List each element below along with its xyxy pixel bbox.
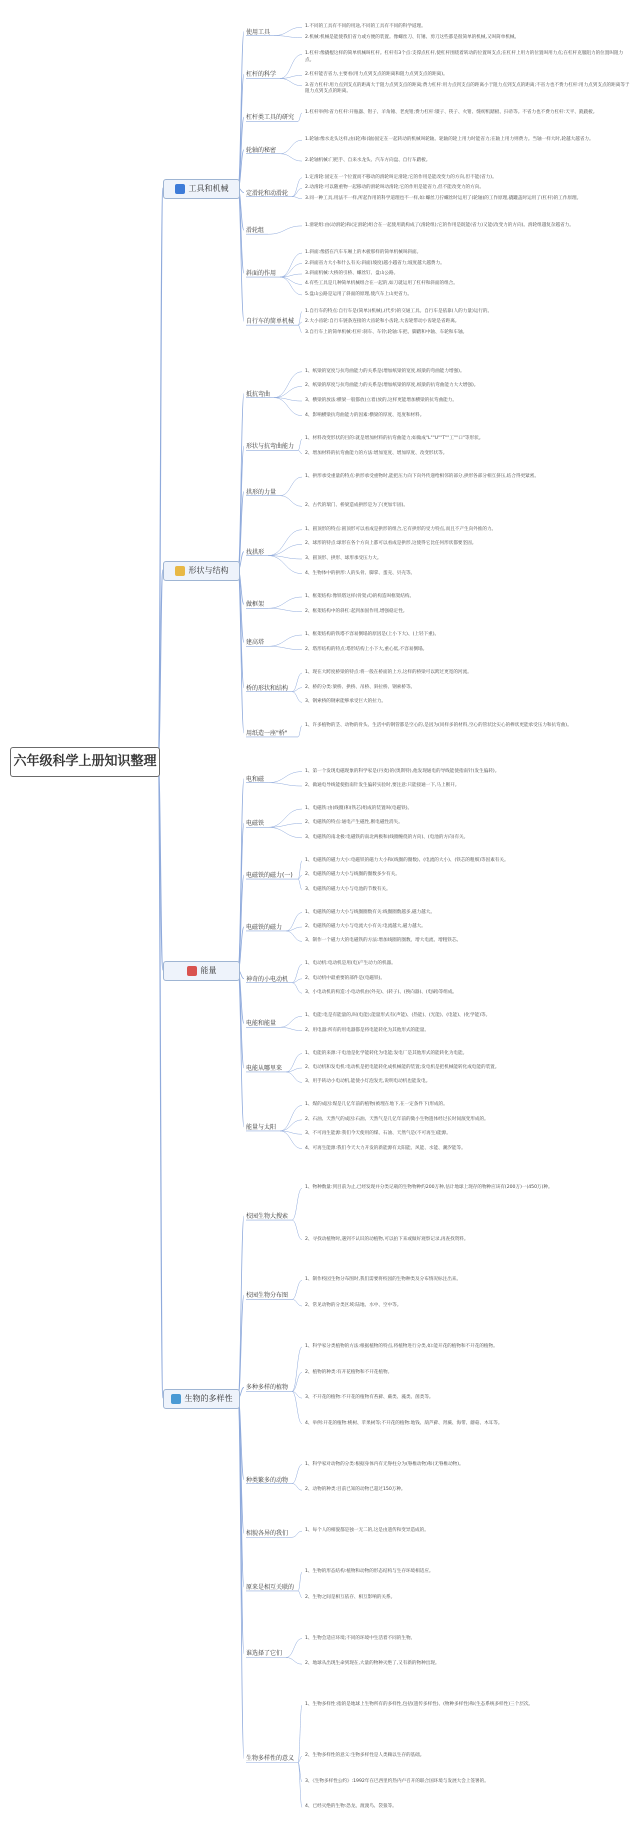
topic-node: 电能从哪里来 [246,1064,283,1072]
leaf-note: 1.自行车的特点:自行车是(简单)(机械),(代步)的交通工具。自行车是依靠(人的力量)运行的。 [305,308,493,314]
leaf-note: 3.同一种工具,用法不一样,所起作用的科学道理也不一样,如:螺丝刀拧螺丝时运用了(轮轴)的工作原理,撬罐盖时运用了(杠杆)的工作原理。 [305,195,582,201]
leaf-note: 1、制作校园生物分布图时,我们需要将校园的生物种类及分布情况标注出来。 [305,1277,461,1283]
leaf-note: 1、煤的成因:煤是几亿年前的植物(被埋在地下,在一定条件下)形成的。 [305,1102,448,1108]
leaf-note: 1.定滑轮:固定在一个位置而不移动的滑轮叫定滑轮;它的作用是能改变力的方向,但不能(省力)。 [305,174,497,180]
connector-line [298,1591,302,1598]
topic-node: 用纸造一座"桥" [246,729,288,737]
connector-line [286,1639,302,1658]
leaf-note: 1、电磁铁的磁力大小:电磁铁的磁力大小和(线圈的圈数)、(电流的大小)、(铁芯的粗细)等因素有关。 [305,857,509,863]
leaf-note: 2、纸梁的厚度与抗弯曲能力的关系是(增加纸梁的厚度,纸梁的抗弯曲能力大大增强)。 [305,383,479,389]
connector-line [298,1705,302,1762]
topic-node: 相貌各异的我们 [246,1530,289,1538]
connector-line [286,1072,302,1083]
connector-line [280,54,302,78]
leaf-note: 1、生物的形态结构:植物和动物的形态结构与生存环境相适应。 [305,1569,434,1575]
branch-label: 工具和机械 [188,184,229,193]
tools-icon [175,184,185,194]
connector-line [292,1391,302,1398]
leaf-note: 2、生物之间是相互依存、相互影响的关系。 [305,1594,396,1600]
connector-line [268,597,302,608]
topic-node: 滑轮组 [246,227,265,235]
leaf-note: 1.斜面:像搭在汽车车厢上的木板那样的简单机械叫斜面。 [305,250,422,256]
leaf-icon [171,1394,181,1404]
branch-label: 形状与结构 [188,566,229,575]
connector-line [280,1131,302,1149]
leaf-note: 1、电磁铁:由(线圈)和(铁芯)组成的装置叫(电磁铁)。 [305,806,413,812]
connector-line [268,646,302,649]
leaf-note: 2.大小齿轮:自行车链条连接的大齿轮和小齿轮,大齿轮带动小齿轮是省距离。 [305,319,460,325]
connector-line [292,178,302,197]
leaf-note: 2、电动机和发电机:电动机是把电能转化成机械能的装置;发电机是把机械能转化成电能的装置。 [305,1065,500,1071]
connector-line [292,1373,302,1392]
leaf-note: 2.斜面省力大小和什么有关:斜面(坡度)越小越省力;坡度越大越费力。 [305,260,445,266]
topic-node: 拱形的力量 [246,488,277,496]
connector-line [298,113,302,121]
leaf-note: 2、电磁铁的磁力大小与线圈的圈数多少有关。 [305,872,400,878]
connector-line [268,635,302,646]
connector-line [268,544,302,555]
leaf-note: 2、植物的种类:有开花植物和不开花植物。 [305,1369,393,1375]
leaf-note: 3、小电动机的构造:小电动机由(外壳)、(转子)、(换向器)、(电刷)等组成。 [305,990,458,996]
connector-line [298,450,302,453]
connector-line [298,439,302,450]
leaf-note: 3、横梁的放法:横梁一般都放(立着)放的,这样更能增加横梁的抗弯曲能力。 [305,398,457,404]
connector-line [268,608,302,611]
connector-line [292,188,302,196]
leaf-note: 1.杠杆举例:省力杠杆:开瓶器、钳子、羊角锤、老虎钳;费力杠杆:镊子、筷子、火钳、缝纫机踏板、扫帚等。不省力也不费力杠杆:天平、跷跷板。 [305,110,598,115]
connector-line [280,253,302,277]
leaf-note: 3、不开花的植物:不开花的植物有苔藓、蕨类、藻类、菌类等。 [305,1395,434,1401]
connector-line [298,312,302,326]
leaf-note: 2、做通电导线能使指南针发生偏转实验时,要注意:只能接通一下,马上断开。 [305,783,460,789]
leaf-note: 3、不可再生能源:我们今天使用的煤、石油、天然气是(不可再生)能源。 [305,1131,451,1137]
leaf-note: 1.滑轮组:由(动滑轮)和(定滑轮)组合在一起使用就构成了(滑轮组);它的作用是既能(省力)又能(改变力的方向)。滑轮组越复杂越省力。 [305,222,574,228]
topic-node: 轮轴的秘密 [246,146,277,154]
connector-line [274,386,302,397]
connector-line [268,809,302,827]
topic-node: 电磁铁的磁力(一) [246,872,293,880]
connector-line [238,779,244,970]
leaf-note: 1、每个人的相貌都是独一无二的,这是由遗传和变异造成的。 [305,1528,429,1534]
connector-line [292,1188,302,1220]
connector-line [238,1216,244,1398]
leaf-note: 2、塔形结构的特点:塔形结构上小下大,重心低,不容易倒塌。 [305,646,428,652]
connector-line [280,1016,302,1027]
connector-line [268,556,302,574]
connector-line [280,1027,302,1030]
connector-line [292,1299,302,1306]
branch-leaf [163,1389,240,1409]
topic-node: 电磁铁的磁力 [246,923,283,931]
topic-node: 神奇的小电动机 [246,975,289,983]
connector-line [292,1280,302,1299]
leaf-note: 3、用手转动小电动机,能使小灯泡发光,说明电动机也能发电。 [305,1079,431,1085]
connector-line [298,861,302,879]
leaf-note: 1、纸梁的宽度与抗弯曲能力的关系是(增加纸梁的宽度,纸梁的弯曲能力增强)。 [305,368,465,374]
connector-line [280,496,302,507]
topic-node: 电磁铁 [246,820,265,828]
topic-node: 建高塔 [246,639,265,647]
topic-node: 斜面的作用 [246,270,277,278]
branch-label: 能量 [200,966,217,975]
leaf-note: 1、拱形承受重量的特点:拱形承受重物时,能把压力向下向外传递给相邻的部分,拱形各部分相互挤压,结合得更紧密。 [305,474,539,480]
leaf-note: 1、物种数量:到目前为止,已经发现并分类记载的生物物种约200万种,估计地球上现存的物种应该有(200万)一(450万)种。 [305,1185,553,1191]
connector-line [280,277,302,295]
leaf-note: 2、桥的分类:梁桥、拱桥、吊桥、斜拉桥、钢索桥等。 [305,684,416,690]
topic-node: 校园生物分布图 [246,1292,289,1300]
leaf-note: 3、电磁铁的磁力大小与电池的节数有关。 [305,886,391,892]
topic-node: 自行车的简单机械 [246,318,295,326]
connector-line [280,154,302,161]
leaf-note: 4、可再生能源:我们今天大力开发的新能源有太阳能、风能、水能、潮汐能等。 [305,1145,466,1151]
branch-label: 生物的多样性 [184,1394,233,1403]
leaf-note: 2、动物的种类:目前已知的动物已超过150万种。 [305,1487,406,1493]
topic-node: 能量与太阳 [246,1123,277,1131]
energy-icon [187,966,197,976]
leaf-note: 3、制作一个磁力大的电磁铁的方法:增加线圈的圈数、增大电流、增粗铁芯。 [305,938,462,944]
connector-line [298,325,302,332]
topic-node: 原来是相互关联的 [246,1583,295,1591]
connector-line [292,673,302,692]
leaf-note: 4.有些工具是几种简单机械组合在一起的,如刀就运用了杠杆和斜面的组合。 [305,281,458,287]
topic-node: 使用工具 [246,28,271,36]
leaf-note: 1、科学家对动物的分类:根据身体内有无脊柱分为(脊椎动物)和(无脊椎动物)。 [305,1461,464,1467]
topic-node: 电能和能量 [246,1020,277,1028]
topic-node: 定滑轮和动滑轮 [246,189,289,197]
leaf-note: 3、电磁铁的南北极:电磁铁的南北两极和(线圈缠绕的方向)、(电池的方向)有关。 [305,834,469,840]
leaf-note: 3.省力杠杆:用力点到支点的距离大于阻力点到支点的距离;费力杠杆:用力点到支点的距离小于阻力点到支点的距离;不省力也不费力杠杆:用力点到支点的距离等于阻力点到支点的距离。 [305,82,630,95]
connector-line [298,726,302,737]
leaf-note: 1.轮轴:像水龙头这样,由(轮)和(轴)固定在一起转动的机械叫轮轴。轮轴的轮上用力时能省力;在轴上用力则费力。当轴一样大时,轮越大越省力。 [305,137,594,143]
topic-node: 找拱形 [246,548,265,556]
connector-line [298,879,302,890]
connector-line [280,78,302,85]
connector-line [298,1762,302,1807]
leaf-note: 3.自行车上的简单机械:杠杆:刹车、车铃;轮轴:车把、脚踏和中轴、车轮和车轴。 [305,329,468,335]
leaf-note: 5.盘山公路是运用了斜面的原理,使汽车上山更省力。 [305,291,412,297]
branch-shapes [163,561,240,581]
leaf-note: 1、材料改变形状的目的:就是增加材料的抗弯曲能力;如做成"L""U""T""工""口"等形状。 [305,436,484,442]
connector-line [286,913,302,931]
leaf-note: 2.动滑轮:可以随重物一起移动的滑轮叫动滑轮;它的作用是能省力,但不能改变力的方向。 [305,185,484,191]
topic-node: 做框架 [246,601,265,609]
leaf-note: 2、石油、天然气的成因:石油、天然气是几亿年前的微小生物遗体经过长时间演变形成的。 [305,1116,489,1122]
connector-line [292,1220,302,1239]
connector-line [268,772,302,783]
leaf-note: 1、现在大跨度桥梁的特点:将一般在桥面的上方,这样的桥梁可以跨过更宽的河流。 [305,670,472,676]
leaf-note: 4、生物体中的拱形:人的头骨、脚掌、蛋壳、贝壳等。 [305,570,416,576]
leaf-note: 1、电能:电是有能量的,叫(电能);能量形式有(声能)、(热能)、(光能)、(电能)、(化学能)等。 [305,1013,491,1019]
connector-line [280,277,302,284]
topic-node: 多种多样的植物 [246,1384,289,1392]
connector-line [292,964,302,982]
leaf-note: 2.机械:机械是能使我们省力或方便的装置。像螺丝刀、钉锤、剪刀这些都是很简单的机械,又叫简单机械。 [305,34,520,40]
connector-line [280,75,302,78]
leaf-note: 2、生物多样性的意义:生物多样性是人类赖以生存的基础。 [305,1753,425,1759]
leaf-note: 1、生物会适应环境;不同的环境中生活着不同的生物。 [305,1635,416,1641]
topic-node: 生物多样性的意义 [246,1755,295,1763]
leaf-note: 1、许多植物的茎、动物的骨头、生活中的钢管都是空心的,是因为(同样多的材料,空心的管状比实心的棒状更能承受压力和抗弯曲)。 [305,722,572,728]
leaf-note: 4、已经灭绝的生物:恐龙、渡渡鸟、袋狼等。 [305,1804,397,1810]
topic-node: 抵抗弯曲 [246,390,271,398]
topic-node: 桥的形状和结构 [246,684,289,692]
connector-line [292,983,302,994]
connector-line [238,394,244,570]
leaf-note: 4、举例:开花的植物:桃树、苹果树等;不开花的植物:地钱、葫芦藓、肾蕨、海带、蘑菇、木耳等。 [305,1420,503,1426]
leaf-note: 3、圆顶形、拱形、球形承受压力大。 [305,556,382,561]
leaf-note: 2、电动机中最重要的部件是(电磁铁)。 [305,975,386,981]
leaf-note: 1、电磁铁的磁力大小与线圈圈数有关:线圈圈数越多,磁力越大。 [305,909,435,915]
leaf-note: 3、钢索桥的钢索能够承受巨大的拉力。 [305,699,387,705]
connector-line [292,197,302,199]
topic-node: 杠杆的科学 [246,71,277,79]
connector-line [292,1465,302,1484]
connector-line [274,27,302,35]
topic-node: 杠杆类工具的研究 [246,114,295,122]
connector-line [274,36,302,38]
connector-line [274,372,302,398]
connector-line [292,692,302,703]
connector-line [292,1347,302,1391]
leaf-note: 1.不同的工具有不同的用途,不同的工具有不同的科学道理。 [305,24,426,30]
branch-tools [163,179,240,199]
connector-line [292,1531,302,1537]
topic-node: 谁选择了它们 [246,1650,283,1658]
leaf-note: 1、框架结构的铁塔不容易倒塌的原因是(上小下大)、(上轻下重)。 [305,632,440,638]
leaf-note: 2.轮轴机械:门把手、自来水龙头、汽车方向盘、自行车踏板。 [305,158,431,164]
leaf-note: 2、增加材料的抗弯曲能力的方法:增加宽度、增加厚度、改变形状等。 [305,450,448,456]
connector-line [286,931,302,942]
shapes-icon [175,566,185,576]
leaf-note: 2、常见动物的分类区域:陆地、水中、空中等。 [305,1303,402,1309]
leaf-note: 2、球形的特点:球形在各个方向上都可以看成是拱形,这使得它比任何形状都要坚固。 [305,541,477,547]
leaf-note: 3、《生物多样性公约》:1992年在巴西里约热内卢召开的联合国环境与发展大会上签署的。 [305,1778,489,1784]
leaf-note: 1、圆顶形的特点:圆顶形可以看成是拱形的组合,它有拱形的受力特点,而且不产生向外推的力。 [305,526,497,532]
leaf-note: 2、框架结构中的斜杠:起到加固作用,增强稳定性。 [305,608,408,614]
connector-line [280,140,302,154]
leaf-note: 1、电动机:电动机是用(电)产生动力的机器。 [305,961,396,967]
connector-line [280,477,302,496]
leaf-note: 2、用电器:所有的用电器都是将电能转化为其他形式的能量。 [305,1027,429,1033]
leaf-note: 3.斜面机械:大桥的引桥、螺丝钉、盘山公路。 [305,271,399,276]
connector-line [268,827,302,838]
leaf-note: 1、生物多样性:指的是地球上生物所有的多样性,包括(遗传多样性)、(物种多样性)和(生态系统多样性)三个层次。 [305,1702,534,1708]
leaf-note: 1、电能的来源:干电池是化学能转化为电能;发电厂是其他形式的能转化为电能。 [305,1050,468,1056]
root-topic: 六年级科学上册知识整理 [10,747,160,777]
leaf-note: 2、地球从出现生命到现在,大量的物种灭绝了,又有新的物种出现。 [305,1661,440,1667]
topic-node: 形状与抗弯曲能力 [246,443,295,451]
connector-line [268,226,302,234]
leaf-note: 1、科学家分类植物的方法:根据植物的特点,将植物进行分类,如:能开花的植物和不开花的植物。 [305,1343,498,1349]
connector-line [238,570,244,733]
connector-line [292,1391,302,1423]
topic-node: 校园生物大搜索 [246,1213,289,1221]
connector-line [292,1484,302,1491]
leaf-note: 1、框架结构:像铁塔这样(骨架式)的构造叫框架结构。 [305,594,415,600]
connector-line [280,1105,302,1130]
connector-line [286,1657,302,1664]
leaf-note: 2、电磁铁的特点:通电产生磁性,断电磁性消失。 [305,820,403,826]
leaf-note: 2、电磁铁的磁力大小与电流大小有关:电流越大,磁力越大。 [305,924,426,930]
topic-node: 种类繁多的动物 [246,1476,289,1484]
leaf-note: 2、寻找动植物时,遇到不认识的动植物,可以拍下来或做好观察记录,再查找资料。 [305,1236,469,1242]
connector-line [286,1054,302,1072]
topic-node: 电和磁 [246,775,265,783]
connector-line [274,398,302,416]
connector-line [268,530,302,556]
leaf-note: 1.杠杆:像撬棍这样的简单机械叫杠杆。杠杆有3个点:支撑点杠杆,使杠杆围绕着转动的位置叫支点;在杠杆上用力的位置叫用力点;在杠杆克服阻力的位置叫阻力点。 [305,51,624,63]
connector-line [298,1572,302,1591]
leaf-note: 2、古代的瑞门、桥梁造成拱形是为了(更加牢固)。 [305,503,408,509]
branch-energy [163,961,240,981]
leaf-note: 1、第一个发现电磁现象的科学家是(丹麦)的(奥斯特),他发现通电的导线能使指南针(发生偏转)。 [305,768,500,774]
leaf-note: 4、影响横梁抗弯曲能力的因素:横梁的厚度、宽度和材料。 [305,412,425,418]
connector-line [280,1120,302,1131]
connector-line [268,783,302,786]
leaf-note: 2.杠杆能否省力,主要看(用力点到支点的距离和阻力点到支点的距离)。 [305,72,448,78]
